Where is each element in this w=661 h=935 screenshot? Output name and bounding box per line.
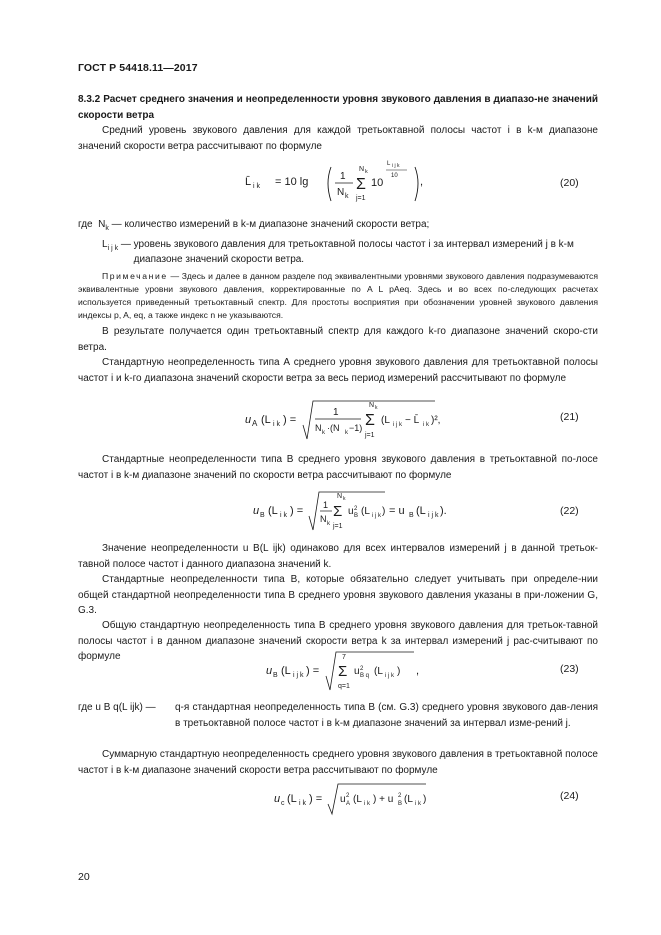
definition-lijk-symbol: $L_{i j k}$ — — [102, 238, 134, 252]
svg-text:A: A — [346, 801, 351, 807]
svg-text:i k: i k — [273, 421, 280, 428]
svg-text:i j k: i j k — [385, 673, 394, 679]
equation-23 — [266, 648, 526, 696]
eq20-mid: = 10 lg — [275, 176, 309, 188]
equation-21 — [245, 395, 545, 447]
eq20-exp-num: L — [387, 161, 391, 167]
definition-ubq-symbol: где u B q(L ijk) — — [78, 702, 156, 713]
equation-20 — [245, 155, 545, 211]
definition-ubq-text: q-я стандартная неопределенность типа В (см. G.3) среднего уровня звукового дав-ления в третьоктавной полосе частот i в k-м диапазоне значений за интервал изме-рений j. — [175, 702, 598, 729]
svg-text:u: u — [266, 665, 273, 677]
paragraph-intro: Средний уровень звукового давления для каждой третьоктавной полосы частот i в k-м диапазоне значений скорости ветра рассчитывают по формуле — [78, 125, 598, 152]
svg-text:(L: (L — [404, 794, 413, 805]
svg-text:·(N: ·(N — [327, 423, 340, 433]
eq20-sum-top: N — [359, 166, 365, 173]
definition-nk-text: количество измерений в k-м диапазоне значений скорости ветра; — [124, 219, 430, 230]
svg-text:(L: (L — [361, 506, 370, 517]
svg-text:i k: i k — [415, 801, 421, 807]
equation-number-21: (21) — [560, 411, 579, 423]
svg-text:i k: i k — [299, 800, 306, 807]
eq20-sum-top-sub: k — [365, 169, 368, 175]
svg-text:− L̄: − L̄ — [405, 415, 420, 426]
definition-nk — [78, 217, 598, 237]
svg-text:k: k — [343, 496, 346, 502]
eq20-lhs-sub: i k — [253, 183, 260, 190]
svg-text:i k: i k — [364, 801, 370, 807]
svg-text:u: u — [340, 794, 346, 805]
paragraph-result: В результате получается один третьоктавный спектр для каждого k-го диапазоне значений скоро-сти ветра. — [78, 326, 598, 353]
standard-header: ГОСТ Р 54418.11—2017 — [78, 62, 198, 74]
svg-text:1: 1 — [323, 500, 329, 510]
paragraph-combined: Суммарную стандартную неопределенность среднего уровня звукового давления в третьоктавной полосе частот i в k-м диапазоне значений скорости ветра рассчитывают по формуле — [78, 749, 598, 776]
svg-text:(L: (L — [261, 414, 271, 426]
svg-text:(L: (L — [268, 505, 278, 517]
svg-text:u: u — [245, 414, 252, 426]
svg-text:(L: (L — [353, 794, 362, 805]
svg-text:u: u — [253, 505, 260, 517]
svg-text:Σ: Σ — [338, 663, 348, 680]
svg-text:,: , — [416, 665, 420, 677]
svg-text:j=1: j=1 — [333, 523, 343, 530]
svg-text:N: N — [337, 493, 343, 500]
svg-text:k: k — [327, 521, 330, 527]
note-text: — Здесь и далее в данном разделе под эквивалентными уровнями звукового давления подразумеваются эквивалентные уровни звукового давления, корректированные по A L pAeq. Здесь и во всех по-следующих расчетах используется приведенный третьоктавный спектр. Для простоты восприятия при обозначении уровней звукового давления индексы p, A, eq, а также индекс n не указываются. — [78, 271, 598, 320]
svg-text:(L: (L — [381, 415, 390, 426]
svg-text:B: B — [260, 512, 265, 519]
eq20-tail: , — [420, 176, 424, 188]
svg-text:u: u — [354, 666, 360, 677]
definition-lijk — [78, 237, 598, 268]
svg-text:N: N — [315, 423, 322, 433]
svg-text:k: k — [375, 405, 378, 411]
svg-text:): ) — [382, 506, 386, 517]
definition-ubq — [78, 700, 598, 731]
svg-text:(L: (L — [416, 505, 426, 517]
equation-number-20: (20) — [560, 177, 579, 189]
paragraph-type-b: Стандартные неопределенности типа В среднего уровня звукового давления в третьоктавной по-лосе частот i в k-м диапазоне значений по скорости ветра рассчитывают по формуле — [78, 454, 598, 481]
svg-text:k: k — [345, 430, 348, 436]
svg-text:) =: ) = — [306, 665, 320, 677]
equation-22 — [253, 486, 553, 536]
note-label: Примечание — [102, 271, 168, 281]
svg-text:): ) — [397, 666, 401, 677]
svg-text:j=1: j=1 — [365, 432, 375, 439]
eq20-lhs: L̄ — [245, 176, 252, 188]
eq20-sum-bot: j=1 — [356, 195, 366, 202]
svg-text:7: 7 — [342, 654, 346, 661]
note-block — [78, 270, 598, 322]
definition-lijk-text: уровень звукового давления для третьоктавной полосы частот i за интервал измерений j в k-м диапазоне значений скорости ветра. — [133, 238, 574, 265]
svg-text:) =: ) = — [290, 505, 304, 517]
svg-text:A: A — [252, 419, 258, 428]
svg-text:−1): −1) — [349, 423, 363, 433]
svg-text:B: B — [398, 801, 403, 807]
svg-text:i k: i k — [423, 422, 429, 428]
svg-text:2: 2 — [360, 666, 364, 672]
svg-text:c: c — [281, 800, 285, 807]
equation-number-22: (22) — [560, 505, 579, 517]
svg-text:q=1: q=1 — [338, 683, 350, 690]
equation-number-24: (24) — [560, 790, 579, 802]
svg-text:).: ). — [440, 505, 447, 517]
paragraph-total-type-b: Общую стандартную неопределенность типа В среднего уровня звукового давления для третьок-тавной полосы частот i в данном диапазоне значений скорости ветра k за интервал измерений j рас-считывают по формуле — [78, 620, 598, 662]
svg-text:i j k: i j k — [428, 512, 439, 519]
svg-text:u: u — [348, 506, 354, 517]
page-number: 20 — [78, 871, 90, 883]
equation-24 — [274, 780, 524, 820]
svg-text:1: 1 — [333, 407, 339, 418]
svg-text:B q: B q — [360, 673, 370, 679]
eq20-frac-num: 1 — [340, 171, 346, 182]
svg-text:(L: (L — [281, 665, 291, 677]
svg-text:B: B — [409, 512, 414, 519]
svg-text:) =: ) = — [283, 414, 297, 426]
eq20-exp-den: 10 — [391, 173, 398, 179]
svg-text:B: B — [354, 513, 359, 519]
paragraph-type-a: Стандартную неопределенность типа А среднего уровня звукового давления для третьоктавной полосы частот i и k-го диапазона значений скорости ветра за весь период измерений рассчитывают по формуле — [78, 357, 598, 384]
svg-text:) =: ) = — [309, 793, 323, 805]
eq20-exp-sub: i j k — [392, 163, 400, 169]
svg-text:Σ: Σ — [333, 503, 343, 520]
equation-number-23: (23) — [560, 663, 579, 675]
svg-text:= u: = u — [389, 505, 405, 517]
svg-text:i k: i k — [280, 512, 287, 519]
svg-text:i j k: i j k — [393, 422, 402, 428]
svg-text:N: N — [320, 514, 327, 524]
svg-text:(L: (L — [374, 666, 383, 677]
svg-text:i j k: i j k — [372, 513, 381, 519]
definitions-list — [78, 217, 598, 268]
paragraph-uncertainty-value: Значение неопределенности u B(L ijk) одинаково для всех интервалов измерений j в данной третьок-тавной полосе частот i данного диапазона значений k. — [78, 543, 598, 570]
svg-text:(L: (L — [287, 793, 297, 805]
svg-text:Σ: Σ — [365, 412, 375, 429]
eq20-frac-den-sub: k — [345, 193, 349, 200]
svg-text:u: u — [274, 793, 281, 805]
svg-text:N: N — [369, 402, 375, 409]
eq20-sum-sign: Σ — [356, 176, 366, 193]
svg-text:2: 2 — [354, 506, 358, 512]
svg-text:2: 2 — [346, 793, 350, 799]
svg-text:)²,: )², — [431, 415, 441, 426]
svg-text:k: k — [322, 430, 325, 436]
svg-text:B: B — [273, 672, 278, 679]
eq20-frac-den: N — [337, 187, 345, 198]
definition-nk-symbol: где $N_k$ — — [78, 219, 125, 232]
eq20-base: 10 — [371, 177, 384, 189]
section-title: 8.3.2 Расчет среднего значения и неопределенности уровня звукового давления в диапазо-не значений скорости ветра — [78, 94, 598, 121]
svg-text:i j k: i j k — [293, 672, 304, 679]
paragraph-type-b-annex: Стандартные неопределенности типа В, которые обязательно следует учитывать при определе-нии общей стандартной неопределенности типа В среднего уровня звукового давления указаны в при-ложении G, G.3. — [78, 574, 598, 616]
svg-text:): ) — [423, 794, 427, 805]
svg-text:2: 2 — [398, 793, 402, 799]
svg-text:) + u: ) + u — [373, 794, 394, 805]
